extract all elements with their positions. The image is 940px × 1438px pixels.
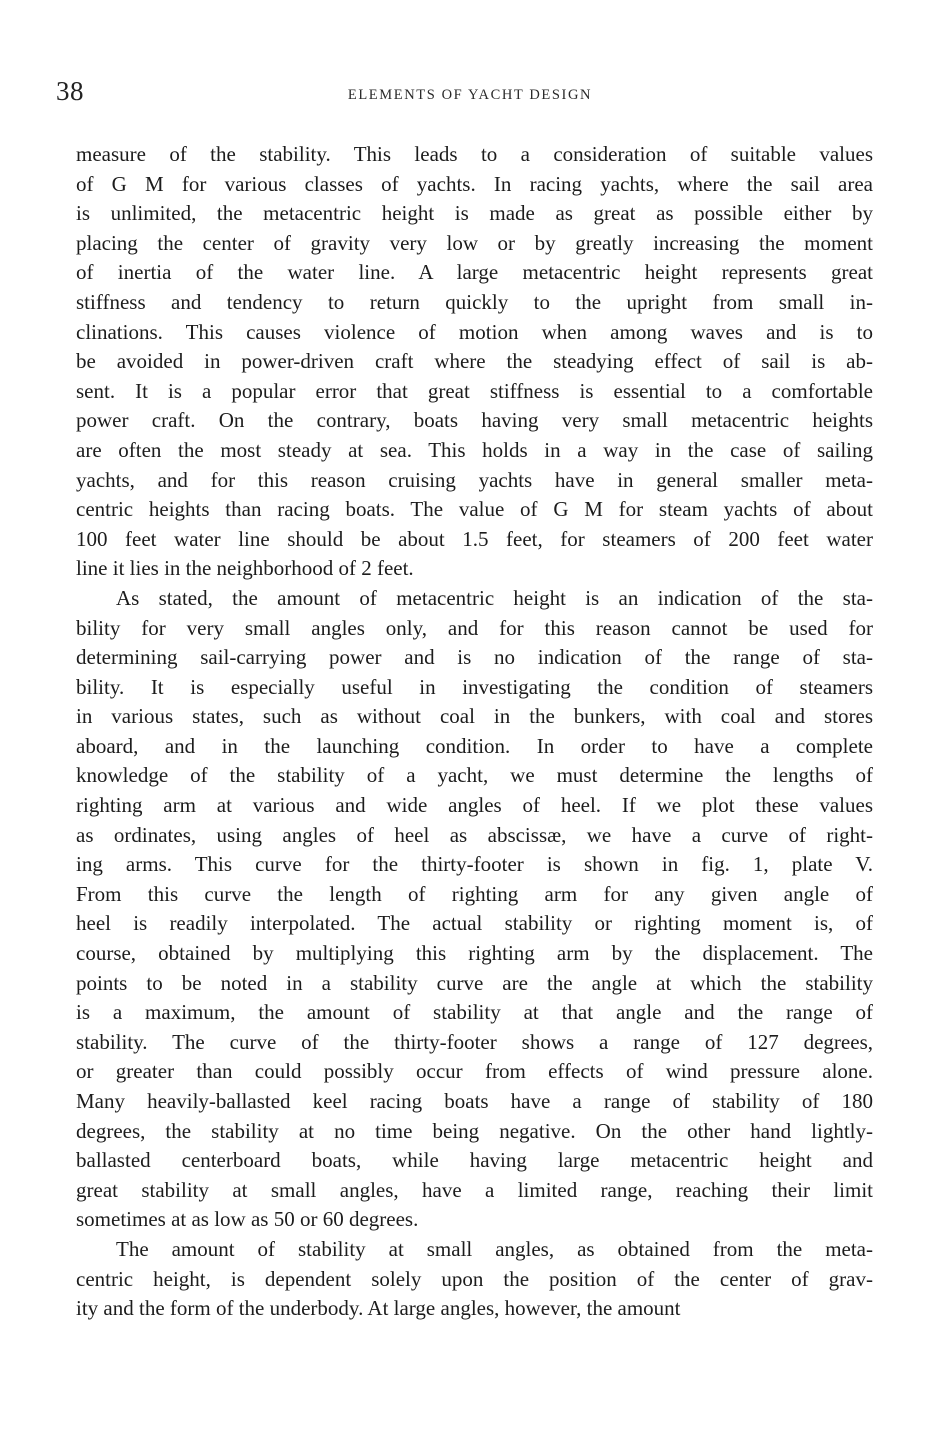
text-line: yachts, and for this reason cruising yachts have in general smaller meta- [76,467,873,492]
text-line: determining sail-carrying power and is no indication of the range of sta- [76,645,873,670]
text-line: As stated, the amount of metacentric height is an indication of the sta- [116,585,873,610]
text-line: centric heights than racing boats. The value of G M for steam yachts of about [76,497,873,522]
text-line: is unlimited, the metacentric height is made as great as possible either by [76,201,873,226]
text-line: bility. It is especially useful in investigating the condition of steamers [76,674,873,699]
text-line: is a maximum, the amount of stability at that angle and the range of [76,1000,873,1025]
text-line: or greater than could possibly occur from effects of wind pressure alone. [76,1059,873,1084]
text-line: clinations. This causes violence of motion when among waves and is to [76,319,873,344]
text-line: are often the most steady at sea. This holds in a way in the case of sailing [76,437,873,462]
paragraph [76,140,873,584]
text-line: righting arm at various and wide angles of heel. If we plot these values [76,793,873,818]
text-line: of G M for various classes of yachts. In racing yachts, where the sail area [76,171,873,196]
text-line: stability. The curve of the thirty-footer shows a range of 127 degrees, [76,1029,873,1054]
text-line: knowledge of the stability of a yacht, we must determine the lengths of [76,763,873,788]
paragraph [76,584,873,1235]
text-line: 100 feet water line should be about 1.5 feet, for steamers of 200 feet water [76,526,873,551]
paragraph [76,1235,873,1324]
text-line: line it lies in the neighborhood of 2 feet. [76,556,414,581]
text-line: great stability at small angles, have a limited range, reaching their limit [76,1177,873,1202]
text-line: stiffness and tendency to return quickly to the upright from small in- [76,289,873,314]
text-line: ity and the form of the underbody. At large angles, however, the amount [76,1296,681,1321]
text-line: as ordinates, using angles of heel as abscissæ, we have a curve of right- [76,822,873,847]
text-line: measure of the stability. This leads to a consideration of suitable values [76,142,873,166]
text-line: degrees, the stability at no time being negative. On the other hand lightly- [76,1118,873,1143]
running-head: ELEMENTS OF YACHT DESIGN [347,87,593,103]
page-number: 38 [56,76,84,106]
text-line: points to be noted in a stability curve are the angle at which the stability [76,970,873,995]
text-line: bility for very small angles only, and for this reason cannot be used for [76,615,873,640]
text-line: ballasted centerboard boats, while having large metacentric height and [76,1148,873,1173]
text-line: Many heavily-ballasted keel racing boats have a range of stability of 180 [76,1089,873,1113]
text-line: course, obtained by multiplying this righting arm by the displacement. The [76,941,873,966]
text-line: sent. It is a popular error that great stiffness is essential to a comfortable [76,378,873,403]
text-line: heel is readily interpolated. The actual stability or righting moment is, of [76,911,873,936]
text-line: of inertia of the water line. A large metacentric height represents great [76,260,873,285]
text-line: The amount of stability at small angles, as obtained from the meta- [116,1236,873,1261]
text-line: be avoided in power-driven craft where the steadying effect of sail is ab- [76,349,873,374]
text-line: placing the center of gravity very low or by greatly increasing the moment [76,230,873,255]
text-line: From this curve the length of righting arm for any given angle of [76,881,873,906]
text-line: sometimes at as low as 50 or 60 degrees. [76,1207,419,1232]
text-line: power craft. On the contrary, boats having very small metacentric heights [76,408,873,433]
text-line: centric height, is dependent solely upon the position of the center of grav- [76,1266,873,1291]
text-line: ing arms. This curve for the thirty-footer is shown in fig. 1, plate V. [76,852,873,877]
body-text [76,140,873,1324]
text-line: aboard, and in the launching condition. In order to have a complete [76,733,873,758]
text-line: in various states, such as without coal in the bunkers, with coal and stores [76,704,873,729]
